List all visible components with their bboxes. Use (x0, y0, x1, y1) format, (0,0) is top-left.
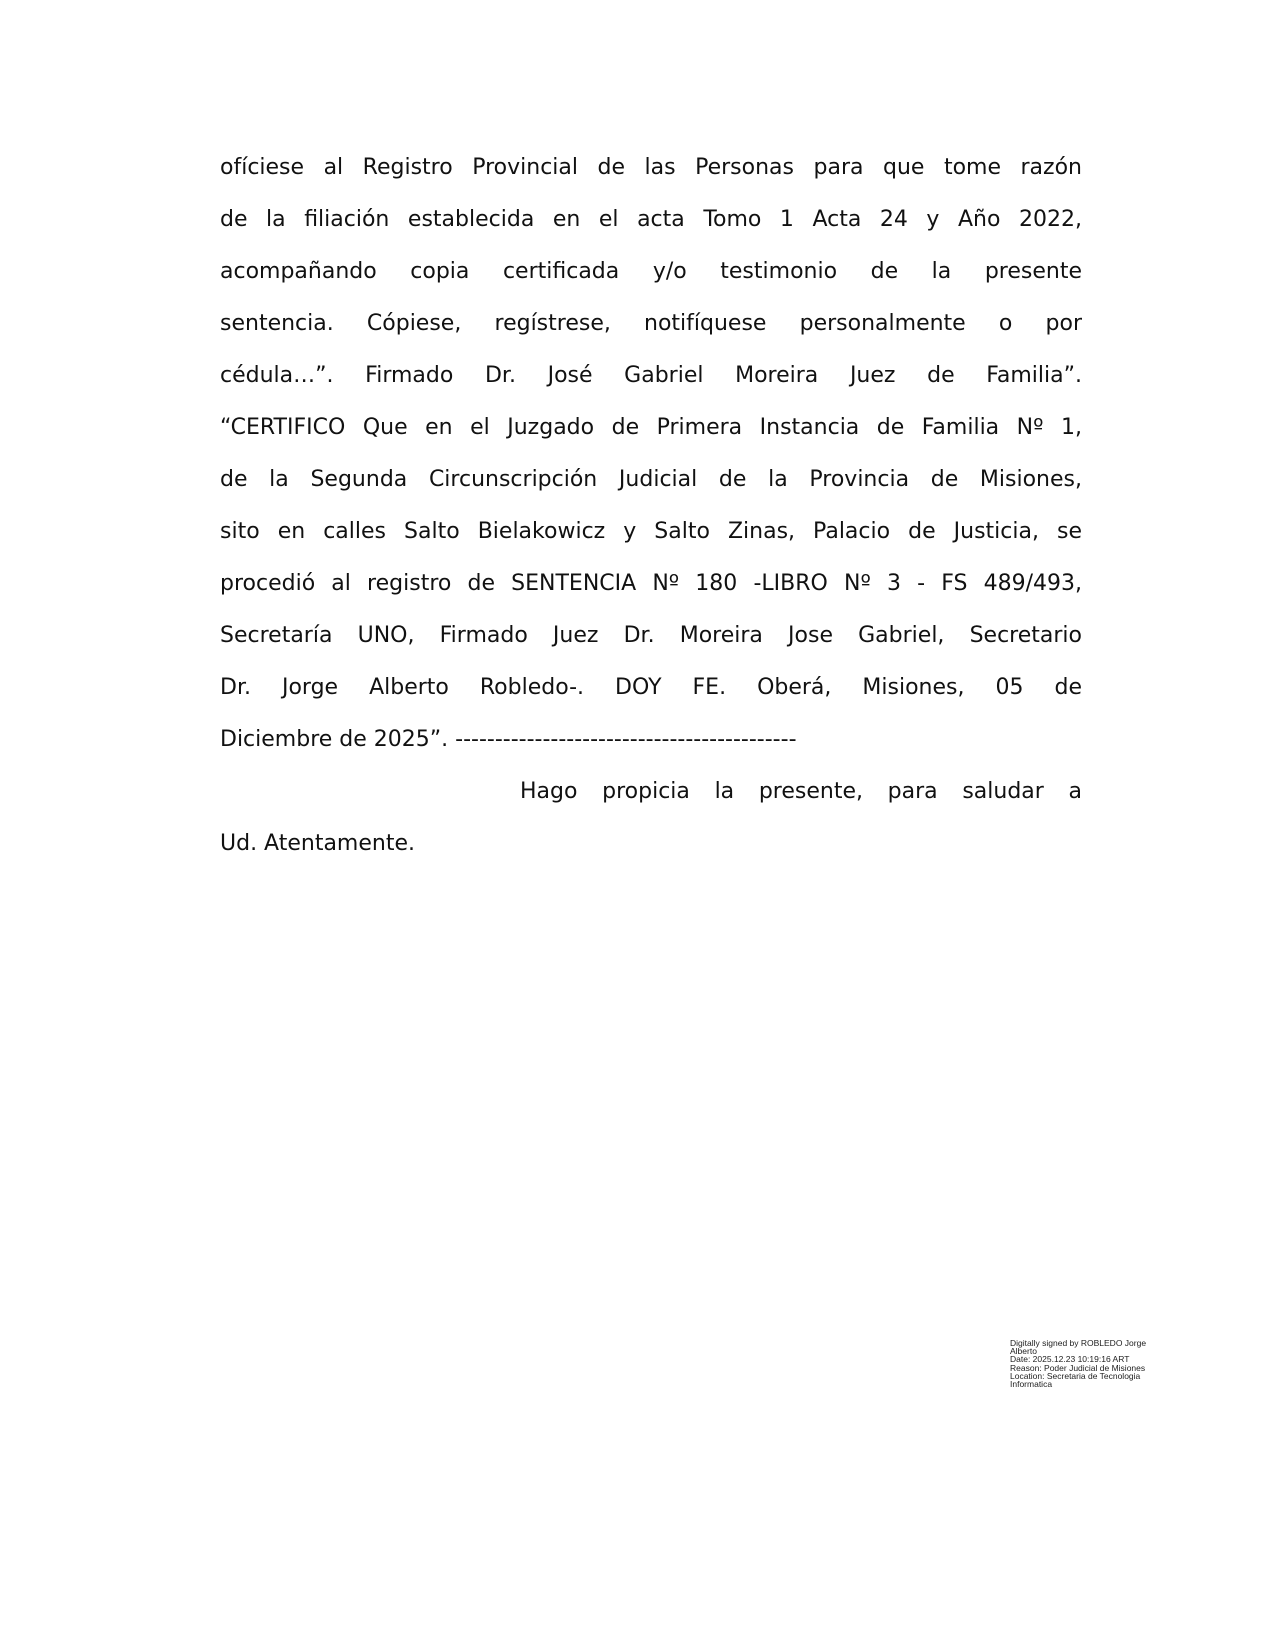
signature-signer-cont: Alberto (1010, 1346, 1037, 1357)
closing-line: Ud. Atentamente. (220, 831, 415, 856)
text-line: cédula…”. Firmado Dr. José Gabriel Moreira Juez de Familia”. (220, 363, 1082, 388)
text-line: acompañando copia certificada y/o testimonio de la presente (220, 259, 1082, 284)
text-line: Diciembre de 2025”. ------------------------------------------- (220, 727, 797, 752)
text-line: ofíciese al Registro Provincial de las Personas para que tome razón (220, 155, 1082, 180)
document-body (220, 142, 1082, 870)
text-line: sentencia. Cópiese, regístrese, notifíquese personalmente o por (220, 311, 1082, 336)
text-line: “CERTIFICO Que en el Juzgado de Primera Instancia de Familia Nº 1, (220, 415, 1082, 440)
closing-line: Hago propicia la presente, para saludar a (520, 779, 1082, 804)
text-line: de la filiación establecida en el acta Tomo 1 Acta 24 y Año 2022, (220, 207, 1082, 232)
text-line: procedió al registro de SENTENCIA Nº 180 -LIBRO Nº 3 - FS 489/493, (220, 571, 1082, 596)
text-line: Dr. Jorge Alberto Robledo-. DOY FE. Oberá, Misiones, 05 de (220, 675, 1082, 700)
text-line: de la Segunda Circunscripción Judicial de la Provincia de Misiones, (220, 467, 1082, 492)
signature-reason: Reason: Poder Judicial de Misiones (1010, 1362, 1146, 1373)
signature-date: Date: 2025.12.23 10:19:16 ART (1010, 1354, 1130, 1365)
text-line: Secretaría UNO, Firmado Juez Dr. Moreira Jose Gabriel, Secretario (220, 623, 1082, 648)
signature-location-cont: Informatica (1010, 1379, 1053, 1390)
signature-location: Location: Secretaria de Tecnologia (1010, 1370, 1141, 1381)
text-line: sito en calles Salto Bielakowicz y Salto Zinas, Palacio de Justicia, se (220, 519, 1082, 544)
digital-signature (1010, 1339, 1146, 1388)
signature-signer: Digitally signed by ROBLEDO Jorge (1010, 1338, 1147, 1348)
